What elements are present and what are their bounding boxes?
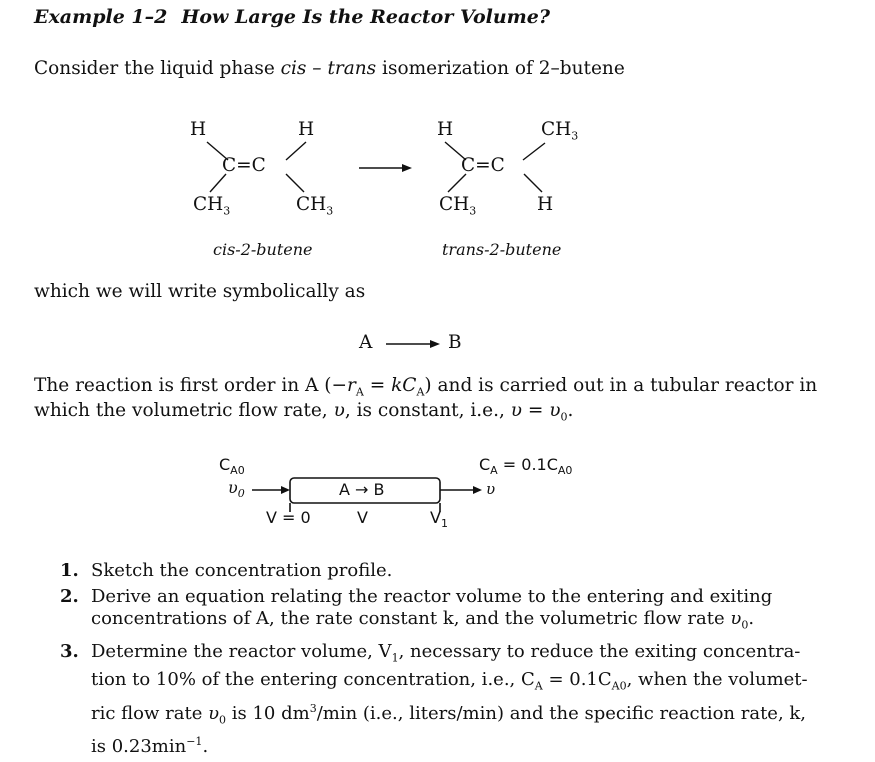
order-l1-sub-a2: A [416, 385, 425, 399]
question-2-text-b: concentrations of A, the rate constant k, and the volumetric flow rate [91, 608, 731, 629]
cis-name: cis-2-butene [213, 240, 313, 259]
q3-l1b: , necessary to reduce the exiting concentra- [398, 640, 801, 662]
q3-l3sub: 0 [219, 713, 227, 727]
order-l2-sub0: 0 [560, 410, 568, 424]
question-3 [34, 641, 814, 759]
order-l2-a: which the volumetric flow rate, [34, 400, 334, 421]
inlet-arrowhead [281, 486, 290, 494]
inlet-conc-c: C [219, 455, 231, 474]
order-l2-period: . [567, 400, 574, 421]
inlet-conc [219, 455, 245, 477]
inlet-flow [228, 478, 245, 500]
trans-ch3-right-text: CH [541, 119, 572, 140]
question-2-line-2 [91, 608, 814, 637]
question-list [34, 560, 814, 762]
question-2-sub: 0 [741, 618, 749, 632]
order-l2-v: υ [333, 400, 345, 421]
v-label: V [357, 508, 368, 527]
question-3-line-1 [91, 641, 814, 670]
q3-l2c: , when the volumet- [626, 669, 808, 691]
cis-double-bond: C=C [222, 155, 266, 176]
cis-h-right: H [298, 119, 315, 140]
exit-conc-sub: A [490, 464, 498, 478]
cis-ch3-left-sub: 3 [223, 204, 231, 218]
q3-l3a: ric flow rate [91, 702, 209, 724]
question-2 [34, 586, 814, 637]
question-1 [34, 560, 814, 582]
exit-flow: υ [486, 480, 496, 498]
order-l2-b: , is constant, i.e., [344, 400, 511, 421]
exit-conc-sub2: A0 [557, 464, 573, 478]
inlet-conc-sub: A0 [230, 464, 245, 478]
question-1-num: 1. [60, 560, 79, 581]
v0-label: V = 0 [266, 508, 311, 527]
trans-h-left: H [437, 119, 454, 140]
q3-l4a: is 0.23min [91, 736, 187, 758]
intro-text-1: Consider the liquid phase [34, 58, 281, 79]
q3-l2a: tion to 10% of the entering concentration, i.e., C [91, 669, 535, 691]
symbolic-a: A [359, 332, 373, 353]
trans-name: trans-2-butene [442, 240, 562, 259]
q3-l3sup: 3 [309, 701, 317, 715]
v1-label-v: V [430, 508, 441, 527]
exit-conc-eq: = 0.1C [497, 455, 558, 474]
inlet-flow-v: υ [228, 478, 238, 497]
trans-double-bond: C=C [461, 155, 505, 176]
question-3-line-2 [91, 669, 814, 698]
order-l2-v3: υ [549, 400, 561, 421]
question-2-line-1: Derive an equation relating the reactor volume to the entering and exiting [91, 586, 773, 607]
symbolic-b: B [448, 332, 462, 353]
order-l1-k: kC [391, 375, 417, 396]
q3-l2b: = 0.1C [542, 669, 612, 691]
trans-ch3-left-text: CH [439, 194, 470, 215]
q3-l4sup: −1 [186, 735, 203, 749]
order-l2-c: = [521, 400, 550, 421]
symbolic-intro: which we will write symbolically as [34, 281, 366, 302]
q3-l2sub2: A0 [611, 679, 627, 693]
order-l1-r: r [347, 375, 356, 396]
v1-label-sub: 1 [440, 517, 448, 531]
exit-conc-c: C [479, 455, 491, 474]
question-3-line-3 [91, 698, 814, 732]
q3-l1a: Determine the reactor volume, V [91, 640, 392, 662]
order-l1-b: ) and is carried out in a tubular reactor in [424, 375, 818, 396]
question-3-num: 3. [60, 640, 79, 662]
reactor-reaction: A → B [339, 480, 385, 499]
order-l2-v2: υ [510, 400, 522, 421]
question-2-num: 2. [60, 586, 79, 607]
example-heading: How Large Is the Reactor Volume? [181, 6, 550, 28]
trans-h-right: H [537, 194, 554, 215]
cis-h-left: H [190, 119, 207, 140]
inlet-flow-sub: 0 [237, 487, 245, 501]
q3-l1sub: 1 [391, 651, 399, 665]
order-l1-sub-a: A [355, 385, 364, 399]
cis-ch3-right-sub: 3 [326, 204, 334, 218]
q3-l3v: υ [208, 702, 220, 724]
order-l1-a: The reaction is first order in A (− [34, 375, 348, 396]
question-1-text: Sketch the concentration profile. [91, 560, 393, 581]
order-l1-eq: = [363, 375, 392, 396]
q3-l2sub: A [534, 679, 543, 693]
v1-label [430, 508, 448, 530]
question-3-line-4 [91, 731, 814, 758]
cis-ch3-left-text: CH [193, 194, 224, 215]
question-2-v: υ [730, 608, 742, 629]
trans-ch3-left-sub: 3 [469, 204, 477, 218]
example-number: Example 1–2 [34, 6, 168, 28]
trans-ch3-right-sub: 3 [571, 129, 579, 143]
cis-ch3-right-text: CH [296, 194, 327, 215]
q3-l3b: is 10 dm [226, 702, 310, 724]
intro-text-2: isomerization of 2–butene [376, 58, 625, 79]
question-2-end: . [748, 608, 755, 629]
q3-l3c: /min (i.e., liters/min) and the specific reaction rate, k, [316, 702, 807, 724]
outlet-arrowhead [473, 486, 482, 494]
q3-l4b: . [202, 736, 209, 758]
exit-conc [479, 455, 572, 477]
intro-cis-trans: cis – trans [280, 58, 377, 79]
